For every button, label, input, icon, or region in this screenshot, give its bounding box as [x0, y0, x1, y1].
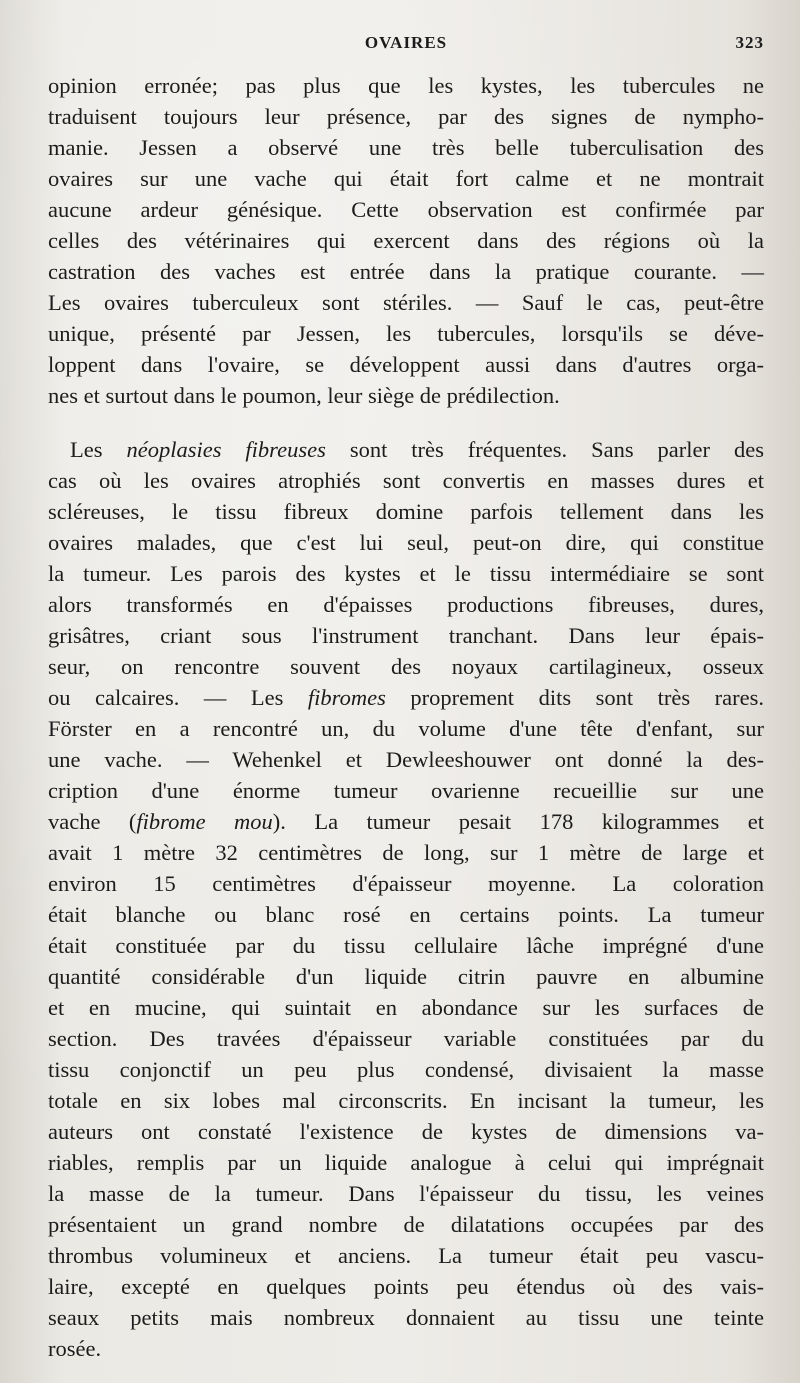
text-line	[48, 868, 764, 899]
text-run: quantité considérable d'un liquide citrin pauvre en albumine	[48, 964, 764, 989]
text-run: loppent dans l'ovaire, se développent aussi dans d'autres orga-	[48, 352, 764, 377]
text-line	[48, 70, 764, 101]
text-line	[48, 101, 764, 132]
text-line	[48, 558, 764, 589]
text-run: la masse de la tumeur. Dans l'épaisseur du tissu, les veines	[48, 1181, 764, 1206]
text-line	[48, 1116, 764, 1147]
text-line	[48, 1240, 764, 1271]
text-run: était blanche ou blanc rosé en certains points. La tumeur	[48, 902, 764, 927]
text-line	[48, 1178, 764, 1209]
running-title: OVAIRES	[364, 33, 448, 52]
text-run: Les ovaires tuberculeux sont stériles. — Sauf le cas, peut-être	[48, 290, 764, 315]
text-line	[48, 930, 764, 961]
text-line	[48, 651, 764, 682]
text-run: traduisent toujours leur présence, par des signes de nympho-	[48, 104, 764, 129]
text-run: vache (	[48, 809, 137, 834]
text-run: grisâtres, criant sous l'instrument tranchant. Dans leur épais-	[48, 623, 764, 648]
text-run: scléreuses, le tissu fibreux domine parfois tellement dans les	[48, 499, 764, 524]
text-line	[48, 527, 764, 558]
text-line	[48, 992, 764, 1023]
text-run: castration des vaches est entrée dans la pratique courante. —	[48, 259, 764, 284]
text-line	[48, 349, 764, 380]
text-run: laire, excepté en quelques points peu étendus où des vais-	[48, 1274, 764, 1299]
paragraph-neoplasies-fibreuses	[48, 434, 764, 1364]
text-run: seaux petits mais nombreux donnaient au tissu une teinte	[48, 1305, 764, 1330]
text-line	[48, 256, 764, 287]
text-run: cription d'une énorme tumeur ovarienne recueillie sur une	[48, 778, 764, 803]
text-run: Förster en a rencontré un, du volume d'une tête d'enfant, sur	[48, 716, 764, 741]
text-run: nes et surtout dans le poumon, leur siège de prédilection.	[48, 383, 560, 408]
text-run: la tumeur. Les parois des kystes et le tissu intermédiaire se sont	[48, 561, 764, 586]
text-line	[48, 837, 764, 868]
text-line	[48, 1054, 764, 1085]
text-run: thrombus volumineux et anciens. La tumeur était peu vascu-	[48, 1243, 764, 1268]
text-line	[48, 380, 764, 411]
text-run: ). La tumeur pesait 178 kilogrammes et	[272, 809, 764, 834]
text-run: ou calcaires. — Les	[48, 685, 308, 710]
text-line	[48, 961, 764, 992]
text-run: rosée.	[48, 1336, 102, 1361]
text-run: totale en six lobes mal circonscrits. En incisant la tumeur, les	[48, 1088, 764, 1113]
text-line	[48, 899, 764, 930]
italic-term: fibrome mou	[136, 809, 273, 834]
text-run: seur, on rencontre souvent des noyaux cartilagineux, osseux	[48, 654, 764, 679]
text-run: et en mucine, qui suintait en abondance sur les surfaces de	[48, 995, 764, 1020]
text-run: opinion erronée; pas plus que les kystes, les tubercules ne	[48, 73, 764, 98]
page-number: 323	[735, 33, 764, 52]
text-line	[48, 194, 764, 225]
text-line	[48, 775, 764, 806]
italic-term: néoplasies fibreuses	[126, 437, 326, 462]
text-run: alors transformés en d'épaisses productions fibreuses, dures,	[48, 592, 764, 617]
text-line	[48, 1023, 764, 1054]
text-line	[48, 682, 764, 713]
text-line	[48, 1302, 764, 1333]
text-line	[48, 1271, 764, 1302]
text-line	[48, 806, 764, 837]
text-run: environ 15 centimètres d'épaisseur moyenne. La coloration	[48, 871, 764, 896]
page-header	[48, 33, 764, 59]
text-run: avait 1 mètre 32 centimètres de long, sur 1 mètre de large et	[48, 840, 764, 865]
body-text	[48, 70, 764, 1364]
text-line	[48, 1147, 764, 1178]
text-run: sont très fréquentes. Sans parler des	[325, 437, 764, 462]
text-run: cas où les ovaires atrophiés sont convertis en masses dures et	[48, 468, 764, 493]
text-run: présentaient un grand nombre de dilatations occupées par des	[48, 1212, 764, 1237]
paragraph-tubercules	[48, 70, 764, 411]
text-run: unique, présenté par Jessen, les tubercules, lorsqu'ils se déve-	[48, 321, 764, 346]
text-line	[48, 465, 764, 496]
text-run: proprement dits sont très rares.	[385, 685, 765, 710]
text-line	[48, 132, 764, 163]
text-run: ovaires malades, que c'est lui seul, peut-on dire, qui constitue	[48, 530, 764, 555]
text-line	[48, 163, 764, 194]
text-run: ovaires sur une vache qui était fort calme et ne montrait	[48, 166, 764, 191]
text-line	[48, 1333, 764, 1364]
text-line	[48, 713, 764, 744]
text-line	[48, 589, 764, 620]
text-run: auteurs ont constaté l'existence de kystes de dimensions va-	[48, 1119, 764, 1144]
text-line	[48, 318, 764, 349]
text-run: aucune ardeur génésique. Cette observation est confirmée par	[48, 197, 764, 222]
text-run: une vache. — Wehenkel et Dewleeshouwer ont donné la des-	[48, 747, 764, 772]
text-line	[48, 225, 764, 256]
text-run: tissu conjonctif un peu plus condensé, divisaient la masse	[48, 1057, 764, 1082]
text-run: section. Des travées d'épaisseur variable constituées par du	[48, 1026, 764, 1051]
text-run: celles des vétérinaires qui exercent dans des régions où la	[48, 228, 764, 253]
italic-term: fibromes	[307, 685, 386, 710]
text-run: Les	[70, 437, 127, 462]
text-run: manie. Jessen a observé une très belle tuberculisation des	[48, 135, 764, 160]
text-line	[48, 1085, 764, 1116]
text-line	[48, 1209, 764, 1240]
text-line	[48, 496, 764, 527]
text-line	[48, 434, 764, 465]
text-run: riables, remplis par un liquide analogue à celui qui imprégnait	[48, 1150, 764, 1175]
text-line	[48, 744, 764, 775]
text-line	[48, 620, 764, 651]
text-line	[48, 287, 764, 318]
text-run: était constituée par du tissu cellulaire lâche imprégné d'une	[48, 933, 764, 958]
